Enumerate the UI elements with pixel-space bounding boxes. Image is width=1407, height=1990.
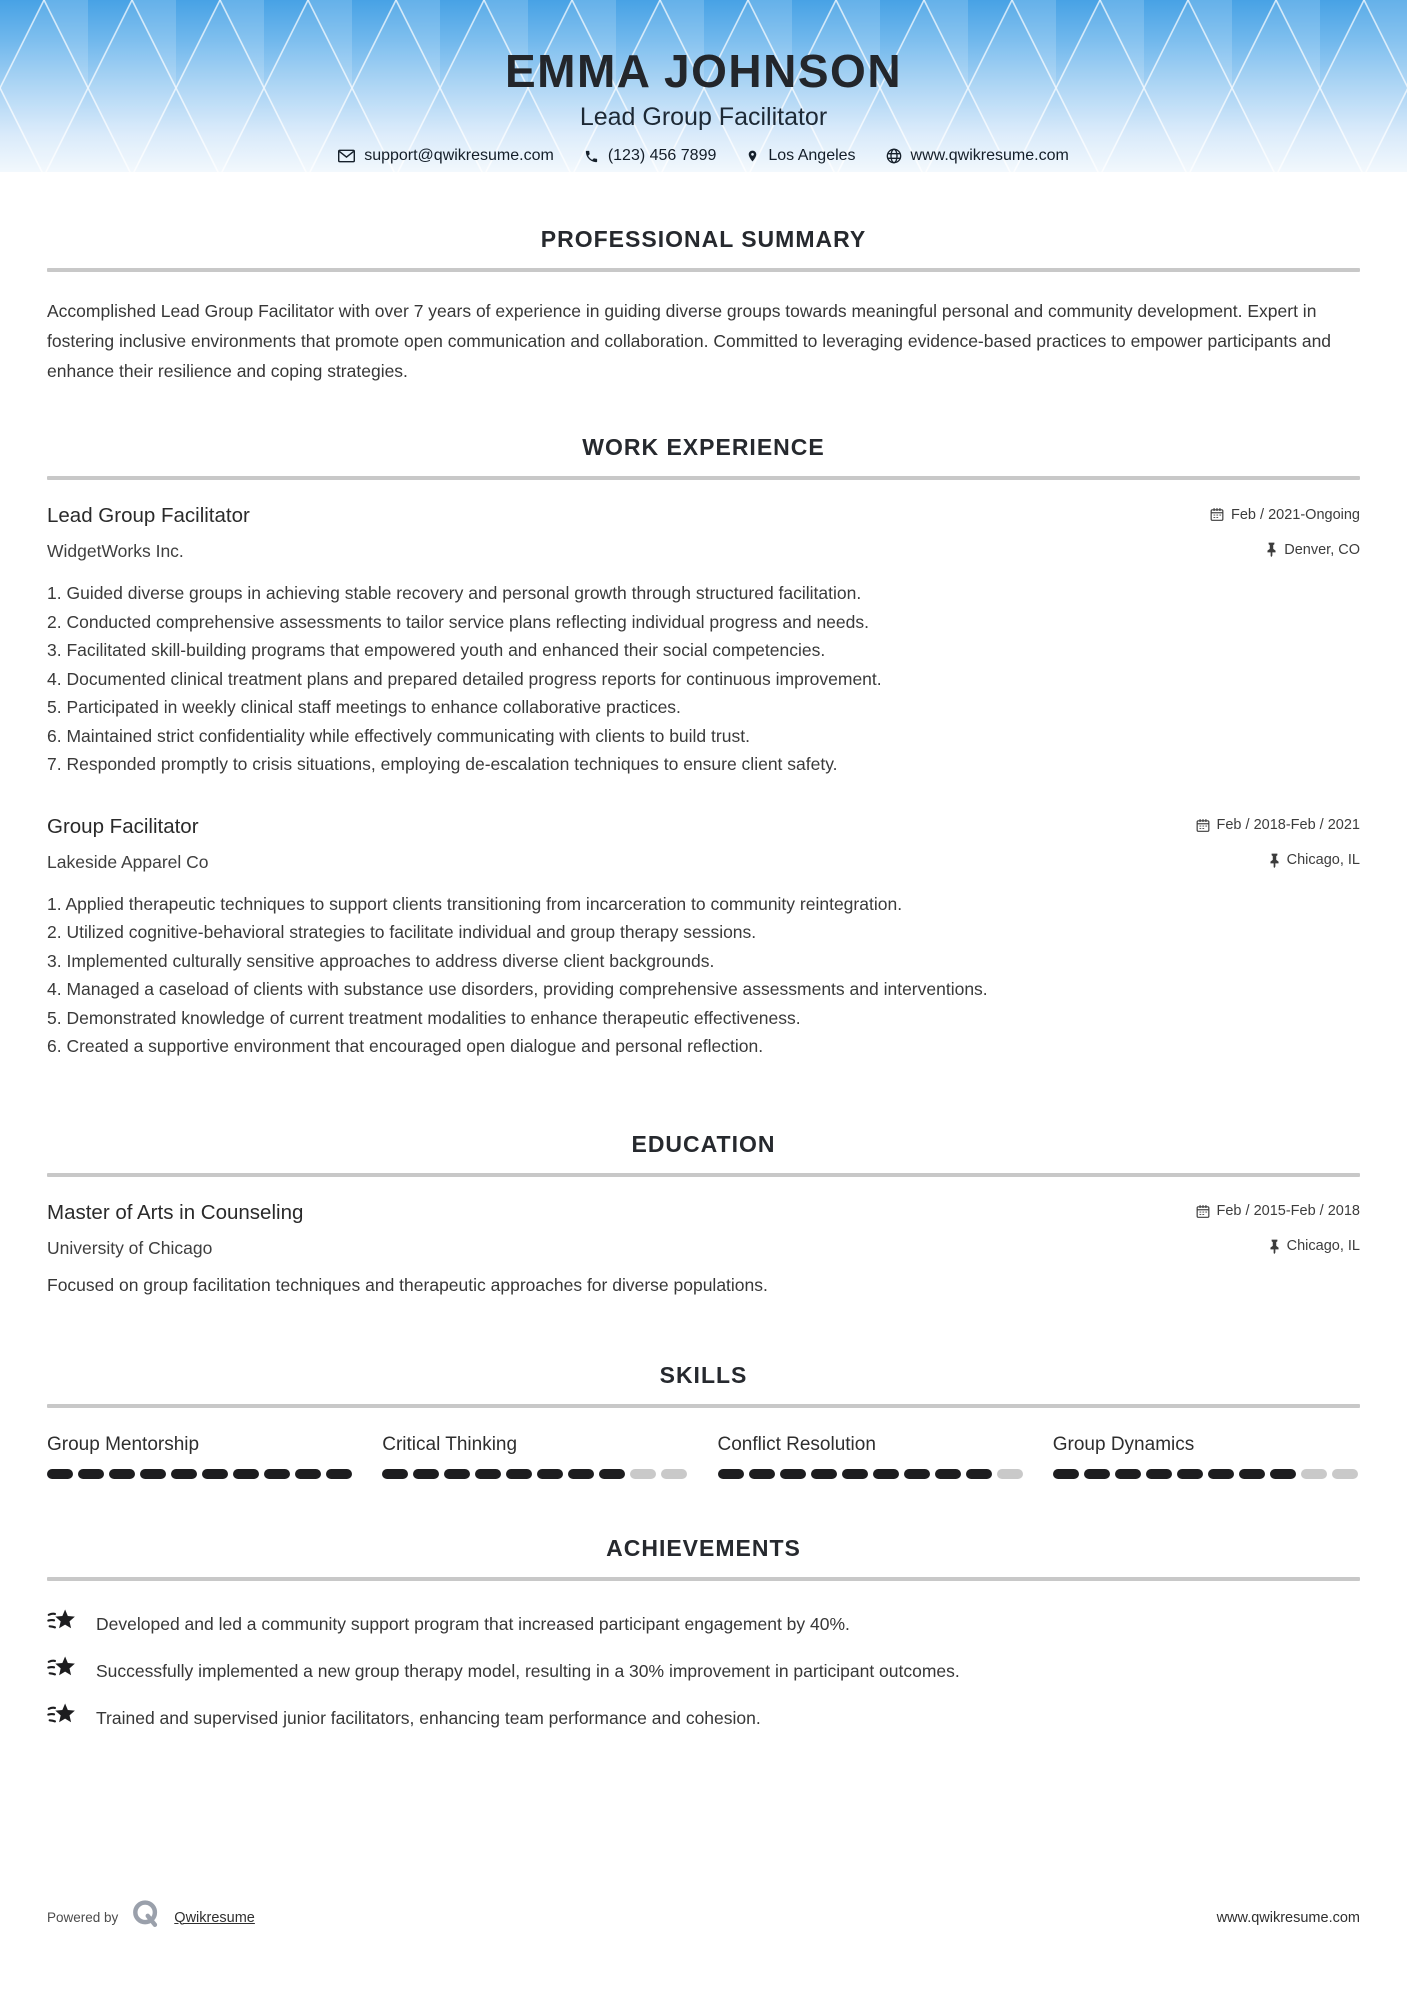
skill-dash-filled <box>264 1469 290 1479</box>
skill-level-bar <box>1053 1469 1360 1479</box>
skill-dash-filled <box>140 1469 166 1479</box>
job-point: Participated in weekly clinical staff meetings to enhance collaborative practices. <box>66 697 681 717</box>
achievement-item <box>47 1703 1360 1734</box>
qwikresume-logo-icon <box>130 1898 162 1937</box>
skill-dash-filled <box>842 1469 868 1479</box>
skill-name: Conflict Resolution <box>717 1433 876 1455</box>
skill-dash-filled <box>295 1469 321 1479</box>
achievement-text: Trained and supervised junior facilitators, enhancing team performance and cohesion. <box>96 1707 761 1728</box>
section-divider <box>47 1577 1360 1581</box>
skill-dash-filled <box>537 1469 563 1479</box>
job-point: Facilitated skill-building programs that empowered youth and enhanced their social competencies. <box>66 640 826 660</box>
skill-dash-filled <box>568 1469 594 1479</box>
email-icon <box>338 149 355 163</box>
contact-phone <box>584 147 717 165</box>
section-title-work-experience: WORK EXPERIENCE <box>582 434 825 460</box>
person-job-title: Lead Group Facilitator <box>579 103 828 131</box>
skill-dash-filled <box>1208 1469 1234 1479</box>
globe-icon <box>886 148 902 164</box>
skill-dash-empty <box>630 1469 656 1479</box>
skill-dash-filled <box>382 1469 408 1479</box>
contact-website <box>886 147 1069 165</box>
pushpin-icon <box>1266 542 1277 557</box>
skill-dash-filled <box>1115 1469 1141 1479</box>
contact-email-text: support@qwikresume.com <box>364 147 554 164</box>
skill-dash-empty <box>1332 1469 1358 1479</box>
section-divider <box>47 476 1360 480</box>
achievement-text: Successfully implemented a new group therapy model, resulting in a 30% improvement in participant outcomes. <box>96 1660 960 1681</box>
job-point: Created a supportive environment that encouraged open dialogue and personal reflection. <box>66 1036 764 1056</box>
job-title: Lead Group Facilitator <box>47 504 250 527</box>
job-location <box>1266 542 1360 558</box>
job-point: Utilized cognitive-behavioral strategies to facilitate individual and group therapy sessions. <box>66 922 757 942</box>
job-points-list <box>47 890 1360 1061</box>
skill-dash-filled <box>1084 1469 1110 1479</box>
skill-dash-filled <box>506 1469 532 1479</box>
skill-dash-filled <box>873 1469 899 1479</box>
achievements-list <box>47 1609 1360 1734</box>
section-title-education: EDUCATION <box>631 1130 776 1157</box>
skill-dash-filled <box>1239 1469 1265 1479</box>
skill-conflict-resolution <box>718 1434 1025 1479</box>
skill-level-bar <box>718 1469 1025 1479</box>
education-location-text: Chicago, IL <box>1286 1238 1360 1254</box>
job-entry-1 <box>47 504 1360 779</box>
skill-group-dynamics <box>1053 1434 1360 1479</box>
job-date-text: Feb / 2021-Ongoing <box>1231 506 1360 523</box>
skill-dash-filled <box>749 1469 775 1479</box>
skill-dash-filled <box>1053 1469 1079 1479</box>
education-date-text: Feb / 2015-Feb / 2018 <box>1216 1203 1360 1219</box>
skill-dash-filled <box>475 1469 501 1479</box>
star-badge-icon <box>47 1701 77 1734</box>
powered-by-label: Powered by <box>47 1910 119 1925</box>
calendar-icon <box>1196 818 1210 833</box>
star-badge-icon <box>47 1654 77 1687</box>
job-point: Applied therapeutic techniques to support clients transitioning from incarceration to community reintegration. <box>65 893 903 914</box>
skill-dash-filled <box>935 1469 961 1479</box>
education-date <box>1196 1203 1361 1219</box>
skill-dash-filled <box>811 1469 837 1479</box>
achievement-item <box>47 1609 1360 1640</box>
location-icon <box>746 148 759 164</box>
phone-icon <box>584 149 599 164</box>
skill-level-bar <box>47 1469 354 1479</box>
skill-dash-empty <box>661 1469 687 1479</box>
job-date <box>1196 817 1361 833</box>
section-title-achievements: ACHIEVEMENTS <box>606 1534 801 1561</box>
contact-location <box>746 147 855 165</box>
skill-dash-filled <box>202 1469 228 1479</box>
skill-dash-filled <box>171 1469 197 1479</box>
skill-dash-empty <box>1301 1469 1327 1479</box>
person-name: EMMA JOHNSON <box>504 45 903 97</box>
job-date-text: Feb / 2018-Feb / 2021 <box>1216 817 1360 833</box>
footer-website: www.qwikresume.com <box>1216 1909 1360 1926</box>
section-title-professional-summary: PROFESSIONAL SUMMARY <box>540 226 867 252</box>
skill-dash-filled <box>413 1469 439 1479</box>
section-divider <box>47 1173 1360 1177</box>
skill-level-bar <box>382 1469 689 1479</box>
skill-dash-filled <box>326 1469 352 1479</box>
job-date <box>1210 507 1360 523</box>
footer <box>47 1898 1360 1937</box>
skill-dash-filled <box>78 1469 104 1479</box>
skill-dash-filled <box>599 1469 625 1479</box>
section-title-skills: SKILLS <box>659 1361 748 1388</box>
job-entry-2 <box>47 815 1360 1061</box>
achievement-item <box>47 1656 1360 1687</box>
job-location <box>1269 852 1360 868</box>
job-point: Implemented culturally sensitive approaches to address diverse client backgrounds. <box>66 950 715 971</box>
skill-dash-filled <box>904 1469 930 1479</box>
education-description: Focused on group facilitation techniques and therapeutic approaches for diverse populations. <box>47 1274 768 1295</box>
education-location <box>1269 1238 1360 1254</box>
contact-phone-text: (123) 456 7899 <box>607 147 717 164</box>
header-banner <box>0 0 1407 172</box>
skill-dash-filled <box>1146 1469 1172 1479</box>
contact-location-text: Los Angeles <box>768 147 856 164</box>
skill-name: Critical Thinking <box>382 1433 518 1455</box>
education-degree: Master of Arts in Counseling <box>47 1200 304 1224</box>
contact-website-text: www.qwikresume.com <box>910 147 1069 164</box>
skills-grid <box>47 1434 1360 1479</box>
calendar-icon <box>1196 1204 1210 1219</box>
education-entry <box>47 1201 1360 1296</box>
job-point: Guided diverse groups in achieving stable recovery and personal growth through structured facilitation. <box>66 583 862 603</box>
job-point: Demonstrated knowledge of current treatment modalities to enhance therapeutic effectiveness. <box>66 1007 801 1028</box>
calendar-icon <box>1210 507 1224 522</box>
job-title: Group Facilitator <box>47 814 199 838</box>
pushpin-icon <box>1269 853 1280 868</box>
job-point: Managed a caseload of clients with substance use disorders, providing comprehensive assessments and interventions. <box>66 979 988 999</box>
skill-dash-filled <box>1270 1469 1296 1479</box>
pushpin-icon <box>1269 1239 1280 1254</box>
job-point: Maintained strict confidentiality while effectively communicating with clients to build trust. <box>66 725 750 746</box>
achievement-text: Developed and led a community support program that increased participant engagement by 40%. <box>96 1613 850 1634</box>
star-badge-icon <box>47 1607 77 1640</box>
section-divider <box>47 1404 1360 1408</box>
skill-dash-empty <box>997 1469 1023 1479</box>
skill-group-mentorship <box>47 1434 354 1479</box>
skill-name: Group Mentorship <box>47 1433 200 1455</box>
job-point: Conducted comprehensive assessments to tailor service plans reflecting individual progress and needs. <box>66 611 869 632</box>
skill-dash-filled <box>109 1469 135 1479</box>
skill-dash-filled <box>444 1469 470 1479</box>
education-school: University of Chicago <box>47 1237 213 1258</box>
skill-dash-filled <box>1177 1469 1203 1479</box>
skill-name: Group Dynamics <box>1052 1433 1195 1455</box>
job-company: WidgetWorks Inc. <box>47 541 184 561</box>
contact-row <box>0 147 1407 165</box>
job-location-text: Denver, CO <box>1284 541 1360 558</box>
skill-dash-filled <box>718 1469 744 1479</box>
qwikresume-brand-link[interactable]: Qwikresume <box>174 1909 255 1926</box>
job-location-text: Chicago, IL <box>1286 852 1360 868</box>
job-point: Responded promptly to crisis situations, employing de-escalation techniques to ensure client safety. <box>66 754 838 774</box>
contact-email <box>338 147 554 165</box>
section-divider <box>47 268 1360 272</box>
professional-summary-text: Accomplished Lead Group Facilitator with over 7 years of experience in guiding diverse groups towards meaningful personal and community development. Expert in fostering inclusive environments that promote open communication and collaboration. Committed to leveraging evidence-based practices to empower participants and enhance their resilience and coping strategies. <box>47 301 1332 381</box>
job-point: Documented clinical treatment plans and prepared detailed progress reports for continuous improvement. <box>66 668 882 689</box>
skill-dash-filled <box>47 1469 73 1479</box>
skill-dash-filled <box>233 1469 259 1479</box>
skill-dash-filled <box>780 1469 806 1479</box>
skill-dash-filled <box>966 1469 992 1479</box>
job-company: Lakeside Apparel Co <box>47 851 209 872</box>
skill-critical-thinking <box>382 1434 689 1479</box>
job-points-list <box>47 579 1360 779</box>
resume-content <box>0 226 1407 1734</box>
